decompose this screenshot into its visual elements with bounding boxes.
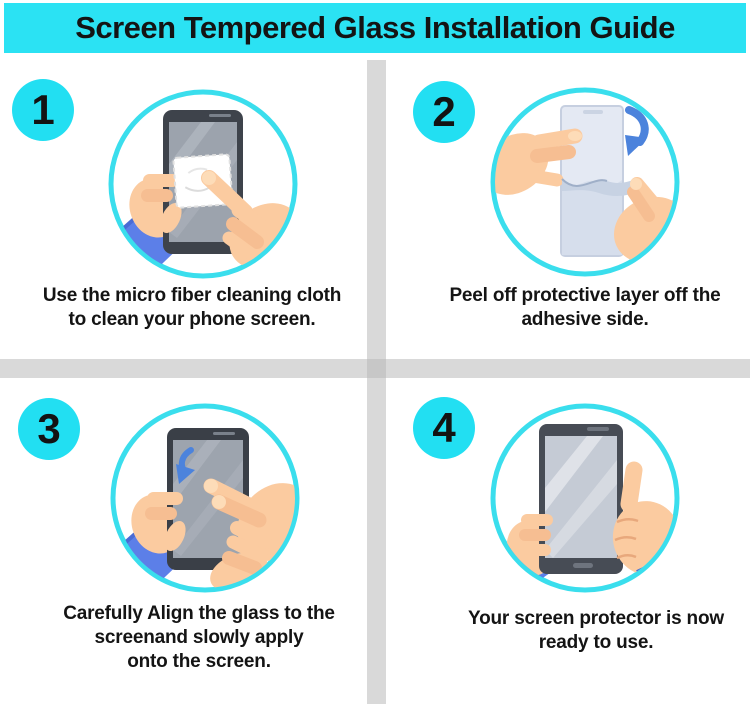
caption-line: Use the micro fiber cleaning cloth: [42, 285, 342, 306]
step-3-caption: [27, 602, 371, 674]
step-4-number: 4: [432, 404, 456, 451]
step-2-caption: [413, 284, 750, 332]
thumbs-up-ready-illustration-icon: [487, 400, 683, 596]
caption-line: ready to use.: [538, 632, 654, 653]
title-banner: [4, 3, 746, 53]
caption-line: Peel off protective layer off the: [449, 285, 721, 306]
step-4-caption: [424, 607, 750, 655]
caption-line: Carefully Align the glass to the: [63, 603, 335, 624]
page-title: Screen Tempered Glass Installation Guide: [75, 10, 675, 45]
peel-protective-layer-illustration-icon: [487, 84, 683, 280]
step-2-number: 2: [432, 88, 456, 135]
caption-line: onto the screen.: [127, 651, 271, 672]
step-1-caption: [20, 284, 364, 332]
step-3-badge: [18, 398, 80, 460]
caption-line: screenand slowly apply: [94, 627, 304, 648]
step-4-badge: [413, 397, 475, 459]
caption-line: adhesive side.: [521, 309, 649, 330]
clean-phone-with-cloth-illustration-icon: [105, 86, 301, 282]
align-glass-on-screen-illustration-icon: [107, 400, 303, 596]
caption-line: Your screen protector is now: [468, 608, 724, 629]
step-1-number: 1: [31, 86, 55, 133]
step-3-number: 3: [37, 405, 61, 452]
step-2-badge: [413, 81, 475, 143]
step-1-badge: [12, 79, 74, 141]
divider-intersection: [367, 359, 386, 378]
caption-line: to clean your phone screen.: [68, 309, 316, 330]
